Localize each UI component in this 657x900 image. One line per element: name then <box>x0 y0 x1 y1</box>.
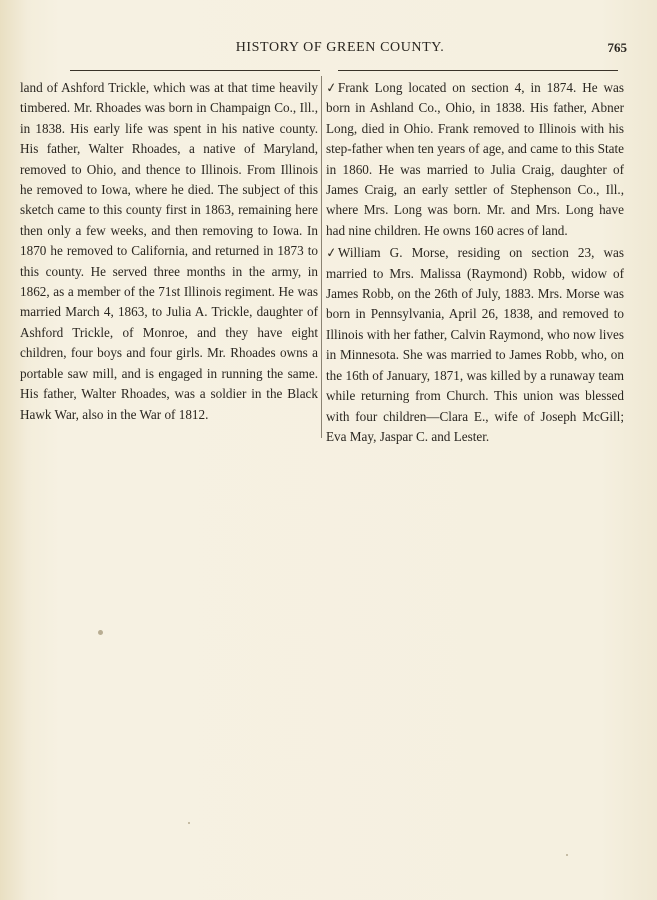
running-head-title: HISTORY OF GREEN COUNTY. <box>235 40 445 55</box>
header-rule-left <box>70 70 320 71</box>
rhoades-biography-paragraph: land of Ashford Trickle, which was at that time heavily timbered. Mr. Rhoades was born in Champaign Co., Ill., in 1838. His early life was spent in his native county. His father, Walter Rhoades, a native of Maryland, removed to Ohio, and thence to Illinois. From Illinois he removed to Iowa, where he died. The subject of this sketch came to this county first in 1863, remaining here then only a few weeks, and then removing to Iowa. In 1870 he removed to California, and returned in 1873 to this county. He served three months in the army, in 1862, as a member of the 71st Illinois regiment. He was married March 4, 1863, to Julia A. Trickle, daughter of Ashford Trickle, of Monroe, and they have eight children, four boys and four girls. Mr. Rhoades owns a portable saw mill, and is engaged in running the same. His father, Walter Rhoades, was a soldier in the Black Hawk War, also in the War of 1812. <box>20 80 318 422</box>
paper-speck <box>98 630 103 635</box>
william-morse-paragraph <box>326 243 624 447</box>
check-mark-icon: ✓ <box>324 79 338 96</box>
paper-speck <box>188 822 190 824</box>
header-rule-right <box>338 70 618 71</box>
frank-long-text: Frank Long located on section 4, in 1874. He was born in Ashland Co., Ohio, in 1838. His father, Abner Long, died in Ohio. Frank removed to Illinois with his step-father when ten years of age, and came to this State in 1860. He was married to Julia Craig, daughter of James Craig, an early settler of Stephenson Co., Ill., where Mrs. Long was born. Mr. and Mrs. Long have had nine children. He owns 160 acres of land. <box>326 80 624 238</box>
left-column <box>20 78 318 425</box>
column-divider <box>321 76 322 438</box>
paper-speck <box>566 854 568 856</box>
right-column <box>326 78 624 447</box>
william-morse-text: William G. Morse, residing on section 23, was married to Mrs. Malissa (Raymond) Robb, widow of James Robb, on the 26th of July, 1883. Mrs. Morse was born in Pennsylvania, April 26, 1838, and removed to Illinois with her father, Calvin Raymond, who now lives in Minnesota. She was married to James Robb, who, on the 16th of January, 1871, was killed by a runaway team while returning from Church. This union was blessed with four children—Clara E., wife of Joseph McGill; Eva May, Jaspar C. and Lester. <box>326 245 624 444</box>
check-mark-icon: ✓ <box>324 244 338 261</box>
page-number: 765 <box>607 40 627 55</box>
frank-long-paragraph <box>326 78 624 241</box>
